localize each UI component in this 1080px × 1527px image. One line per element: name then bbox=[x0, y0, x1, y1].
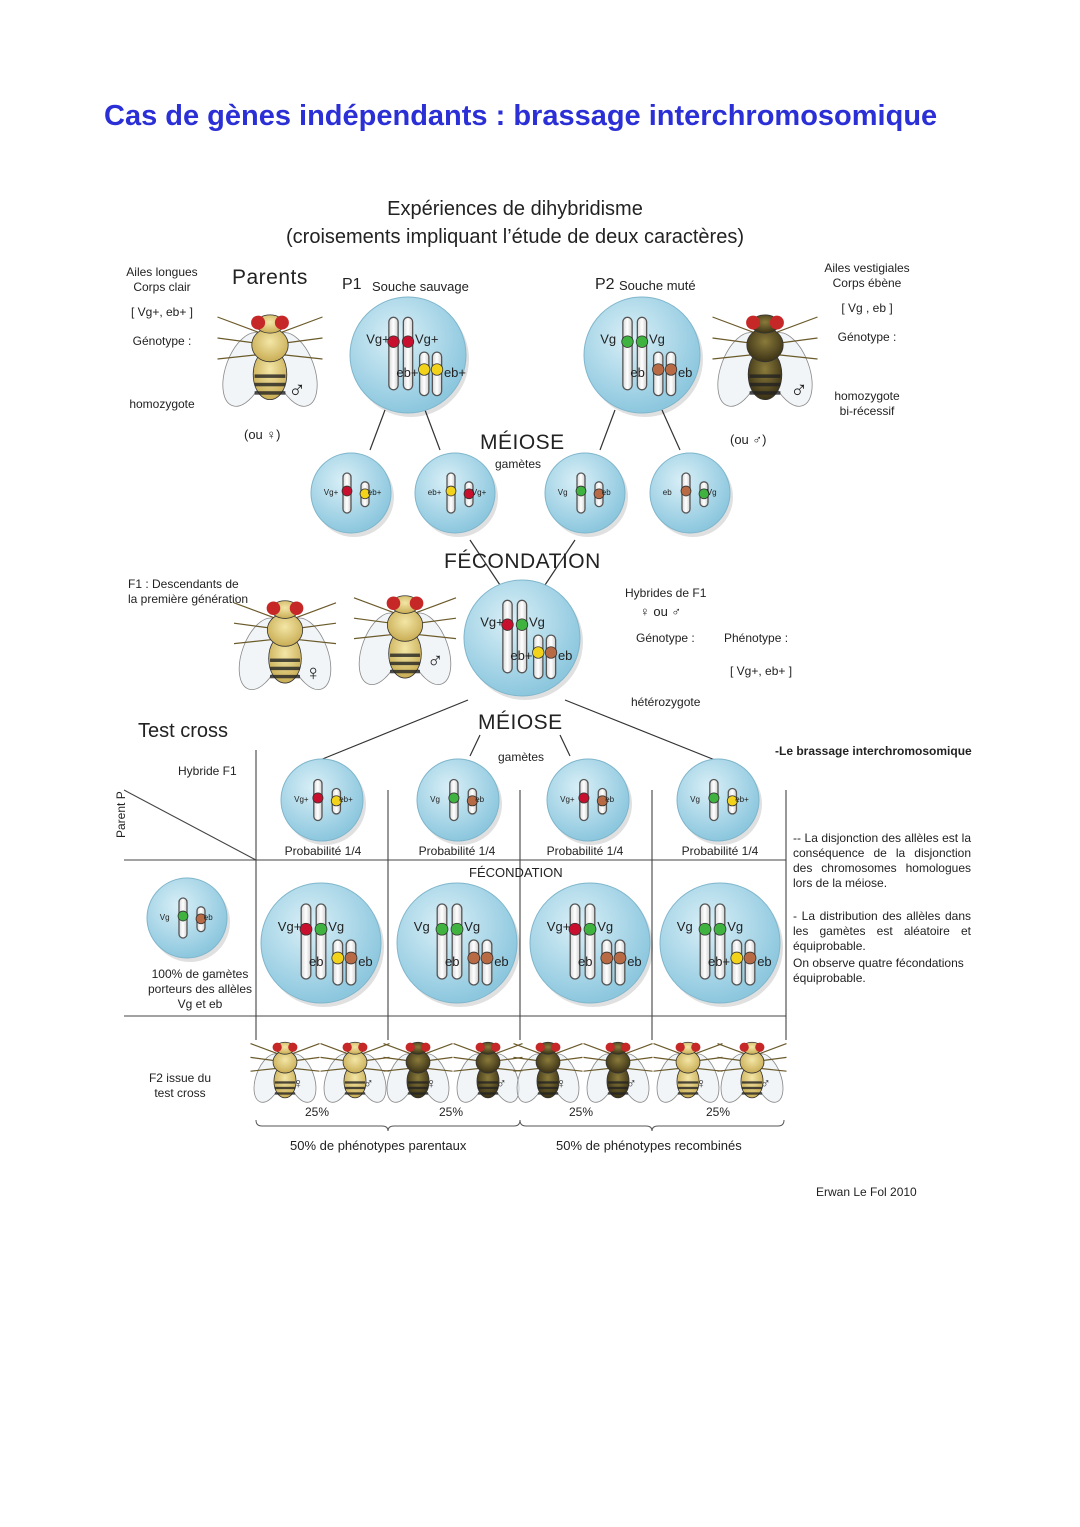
abdomen-stripe bbox=[255, 391, 286, 395]
allele-label: eb bbox=[677, 365, 693, 381]
allele-label: Vg bbox=[528, 614, 545, 630]
abdomen-stripe bbox=[478, 1092, 498, 1094]
allele-locus bbox=[614, 952, 626, 964]
eye bbox=[251, 316, 265, 330]
abdomen-stripe bbox=[275, 1092, 295, 1094]
allele-label: eb bbox=[358, 953, 373, 969]
allele-locus bbox=[545, 647, 557, 659]
allele-label: eb+ bbox=[427, 488, 442, 497]
parental-label: 50% de phénotypes parentaux bbox=[290, 1138, 467, 1153]
allele-locus bbox=[584, 923, 596, 935]
allele-label: eb bbox=[578, 953, 593, 969]
allele-label: Vg+ bbox=[546, 919, 571, 934]
allele-label: eb bbox=[309, 953, 324, 969]
eye bbox=[288, 1043, 297, 1052]
abdomen-stripe bbox=[390, 662, 420, 665]
right-genotype-label: Génotype : bbox=[837, 330, 897, 344]
eye bbox=[476, 1043, 485, 1052]
side-note-p2: - La distribution des allèles dans les gamètes est aléatoire et équiprobable. bbox=[793, 909, 971, 953]
allele-label: Vg bbox=[690, 795, 700, 805]
probability-2: Probabilité 1/4 bbox=[418, 844, 496, 858]
abdomen-stripe bbox=[750, 383, 781, 387]
allele-locus bbox=[652, 364, 664, 376]
side-note-p3: On observe quatre fécondations équiprobable. bbox=[793, 956, 964, 985]
credit: Erwan Le Fol 2010 bbox=[816, 1185, 917, 1199]
parent-1-cell bbox=[350, 297, 469, 417]
right-body-trait: Corps ébène bbox=[832, 276, 902, 290]
abdomen-stripe bbox=[390, 670, 420, 673]
f2-fly-1 bbox=[248, 1042, 322, 1106]
p1-label: P1 bbox=[342, 276, 362, 293]
eye bbox=[410, 596, 424, 610]
allele-locus bbox=[446, 486, 456, 496]
allele-label: eb bbox=[601, 488, 611, 497]
side-note-heading: -Le brassage interchromosomique bbox=[775, 744, 972, 758]
allele-locus bbox=[402, 336, 414, 348]
gamete-desc-1: 100% de gamètes bbox=[151, 967, 249, 981]
male-symbol: ♂ bbox=[790, 377, 808, 404]
eye bbox=[755, 1043, 764, 1052]
allele-locus bbox=[532, 647, 544, 659]
eye bbox=[387, 596, 401, 610]
f2-fly-5 bbox=[511, 1042, 585, 1106]
f2-fly-4 bbox=[451, 1042, 525, 1106]
allele-label: Vg bbox=[706, 488, 717, 497]
f2-label-2: test cross bbox=[154, 1086, 206, 1100]
abdomen-stripe bbox=[255, 374, 286, 378]
abdomen-stripe bbox=[345, 1092, 365, 1094]
allele-locus bbox=[681, 486, 691, 496]
gamete-p1-a bbox=[311, 453, 394, 537]
allele-label: Vg bbox=[676, 919, 693, 934]
subtitle-line-1: Expériences de dihybridisme bbox=[387, 198, 643, 220]
f2-cell-1 bbox=[261, 883, 384, 1007]
allele-label: eb bbox=[630, 365, 645, 381]
allele-locus bbox=[300, 923, 312, 935]
f1-desc-line-1: F1 : Descendants de bbox=[128, 577, 239, 591]
allele-locus bbox=[431, 364, 443, 376]
allele-locus bbox=[731, 952, 743, 964]
gametes-label-1: gamètes bbox=[495, 457, 542, 471]
probability-1: Probabilité 1/4 bbox=[284, 844, 362, 858]
percent-braces bbox=[256, 1120, 784, 1131]
female-symbol: ♀ bbox=[305, 660, 322, 685]
allele-label: eb bbox=[445, 953, 460, 969]
gamete-desc-2: porteurs des allèles bbox=[147, 982, 253, 996]
left-alt-sex: (ou ♀) bbox=[244, 427, 281, 442]
parent-p-label: Parent P bbox=[114, 791, 128, 838]
abdomen-stripe bbox=[750, 374, 781, 378]
allele-locus bbox=[449, 793, 459, 803]
abdomen-stripe bbox=[678, 1092, 698, 1094]
right-homozygote: homozygote bbox=[834, 389, 900, 403]
left-wing-trait: Ailes longues bbox=[126, 265, 198, 279]
p1-name: Souche sauvage bbox=[372, 279, 469, 294]
allele-locus bbox=[665, 364, 677, 376]
allele-locus bbox=[709, 793, 719, 803]
eye bbox=[275, 316, 289, 330]
abdomen-stripe bbox=[742, 1092, 762, 1094]
side-note-p1: -- La disjonction des allèles est la conséquence de la disjonction des chromosomes homologues lors de la méiose. bbox=[793, 831, 971, 890]
hybride-f1-label: Hybride F1 bbox=[178, 764, 237, 778]
eye bbox=[421, 1043, 430, 1052]
allele-locus bbox=[699, 923, 711, 935]
right-alt-sex: (ou ♂) bbox=[730, 432, 767, 447]
gamete-f1-4 bbox=[677, 759, 762, 845]
f1-phenotype-label: Phénotype : bbox=[724, 631, 789, 645]
allele-label: eb+ bbox=[396, 365, 419, 381]
parent-2-cell bbox=[584, 297, 703, 417]
f2-label-1: F2 issue du bbox=[148, 1071, 212, 1085]
abdomen-stripe bbox=[750, 391, 781, 395]
eye bbox=[551, 1043, 560, 1052]
abdomen-stripe bbox=[390, 654, 420, 657]
allele-locus bbox=[481, 952, 493, 964]
f2-fly-2 bbox=[318, 1042, 392, 1106]
eye bbox=[606, 1043, 615, 1052]
allele-label: eb bbox=[494, 953, 509, 969]
right-phenotype: [ Vg , eb ] bbox=[841, 301, 893, 315]
allele-label: Vg+ bbox=[294, 795, 309, 805]
allele-label: Vg+ bbox=[414, 331, 439, 347]
allele-locus bbox=[468, 952, 480, 964]
female-symbol: ♀ bbox=[426, 1075, 437, 1091]
allele-locus bbox=[315, 923, 327, 935]
eye bbox=[406, 1043, 415, 1052]
probability-4: Probabilité 1/4 bbox=[681, 844, 759, 858]
allele-locus bbox=[569, 923, 581, 935]
allele-locus bbox=[313, 793, 323, 803]
female-symbol: ♀ bbox=[696, 1075, 707, 1091]
p2-name: Souche muté bbox=[619, 278, 696, 293]
allele-label: eb+ bbox=[510, 648, 533, 664]
f1-cell bbox=[464, 580, 583, 700]
eye bbox=[273, 1043, 282, 1052]
allele-label: Vg+ bbox=[471, 488, 487, 497]
gamete-parent-p bbox=[147, 878, 230, 962]
f1-genotype-label: Génotype : bbox=[636, 631, 695, 645]
left-homozygote: homozygote bbox=[129, 397, 195, 411]
gamete-p2-b bbox=[650, 453, 733, 537]
allele-label: eb bbox=[662, 488, 672, 497]
f1-desc-line-2: la première génération bbox=[128, 592, 249, 606]
meiose-label-1: MÉIOSE bbox=[480, 431, 565, 454]
right-birecessif: bi-récessif bbox=[839, 404, 895, 418]
right-wing-trait: Ailes vestigiales bbox=[824, 261, 910, 275]
page-title: Cas de gènes indépendants : brassage interchromosomique bbox=[104, 100, 938, 132]
allele-label: Vg+ bbox=[480, 614, 504, 630]
eye bbox=[746, 316, 760, 330]
p2-label: P2 bbox=[595, 276, 615, 293]
allele-label: eb bbox=[557, 648, 573, 664]
allele-label: Vg+ bbox=[366, 331, 390, 347]
gamete-f1-3 bbox=[547, 759, 632, 845]
allele-locus bbox=[178, 911, 188, 921]
f2-fly-7 bbox=[651, 1042, 725, 1106]
allele-locus bbox=[579, 793, 589, 803]
f2-cell-3 bbox=[530, 883, 653, 1007]
allele-locus bbox=[714, 923, 726, 935]
f2-fly-8 bbox=[715, 1042, 789, 1106]
allele-label: Vg bbox=[557, 488, 568, 497]
fecondation-label-1: FÉCONDATION bbox=[444, 550, 601, 573]
allele-locus bbox=[345, 952, 357, 964]
allele-label: eb bbox=[627, 953, 642, 969]
left-genotype-label: Génotype : bbox=[132, 334, 192, 348]
allele-label: Vg bbox=[597, 919, 614, 934]
allele-locus bbox=[451, 923, 463, 935]
f1-male-fly bbox=[351, 596, 460, 691]
abdomen-stripe bbox=[270, 659, 300, 662]
abdomen-stripe bbox=[270, 675, 300, 678]
male-symbol: ♂ bbox=[496, 1075, 507, 1091]
allele-label: eb bbox=[605, 795, 615, 805]
female-symbol: ♀ bbox=[293, 1075, 304, 1091]
allele-locus bbox=[601, 952, 613, 964]
recombined-label: 50% de phénotypes recombinés bbox=[556, 1138, 742, 1153]
allele-label: Vg bbox=[648, 331, 665, 347]
male-symbol: ♂ bbox=[363, 1075, 374, 1091]
abdomen-stripe bbox=[408, 1092, 428, 1094]
male-symbol: ♂ bbox=[288, 377, 306, 404]
gamete-p2-a bbox=[545, 453, 628, 537]
allele-label: eb+ bbox=[367, 488, 382, 497]
allele-locus bbox=[516, 619, 528, 631]
allele-label: eb bbox=[757, 953, 772, 969]
eye bbox=[290, 601, 304, 615]
eye bbox=[491, 1043, 500, 1052]
abdomen-stripe bbox=[255, 383, 286, 387]
abdomen-stripe bbox=[270, 667, 300, 670]
allele-locus bbox=[418, 364, 430, 376]
gamete-f1-2 bbox=[417, 759, 502, 845]
allele-label: Vg+ bbox=[323, 488, 339, 497]
eye bbox=[343, 1043, 352, 1052]
allele-locus bbox=[436, 923, 448, 935]
gamete-f1-1 bbox=[281, 759, 366, 845]
f1-female-fly bbox=[231, 601, 340, 696]
eye bbox=[770, 316, 784, 330]
female-symbol: ♀ bbox=[556, 1075, 567, 1091]
f1-hybrides: Hybrides de F1 bbox=[625, 586, 707, 600]
allele-label: Vg bbox=[159, 913, 170, 922]
fecondation-label-2: FÉCONDATION bbox=[469, 865, 563, 880]
gametes-label-2: gamètes bbox=[498, 750, 545, 764]
allele-locus bbox=[622, 336, 634, 348]
allele-locus bbox=[576, 486, 586, 496]
percent-2: 25% bbox=[439, 1105, 464, 1119]
allele-label: eb+ bbox=[708, 953, 731, 969]
allele-label: Vg bbox=[328, 919, 345, 934]
allele-locus bbox=[332, 952, 344, 964]
male-symbol: ♂ bbox=[760, 1075, 771, 1091]
probability-3: Probabilité 1/4 bbox=[546, 844, 624, 858]
f1-sex: ♀ ou ♂ bbox=[640, 604, 682, 619]
subtitle-line-2: (croisements impliquant l’étude de deux caractères) bbox=[286, 226, 744, 248]
allele-locus bbox=[636, 336, 648, 348]
allele-label: Vg bbox=[600, 331, 617, 347]
allele-label: eb+ bbox=[735, 795, 749, 805]
gamete-p1-b bbox=[415, 453, 498, 537]
f1-heterozygote: hétérozygote bbox=[631, 695, 701, 709]
percent-3: 25% bbox=[569, 1105, 594, 1119]
eye bbox=[676, 1043, 685, 1052]
male-symbol: ♂ bbox=[427, 648, 444, 673]
eye bbox=[358, 1043, 367, 1052]
parent-1-fly bbox=[214, 315, 326, 412]
f2-cell-2 bbox=[397, 883, 520, 1007]
gamete-desc-3: Vg et eb bbox=[177, 997, 223, 1011]
f2-cell-4 bbox=[660, 883, 783, 1007]
allele-locus bbox=[744, 952, 756, 964]
abdomen-stripe bbox=[538, 1092, 558, 1094]
parents-heading: Parents bbox=[232, 266, 308, 289]
allele-label: eb bbox=[475, 795, 485, 805]
percent-1: 25% bbox=[305, 1105, 330, 1119]
male-symbol: ♂ bbox=[626, 1075, 637, 1091]
test-cross-heading: Test cross bbox=[138, 720, 229, 742]
allele-label: eb bbox=[203, 913, 213, 922]
eye bbox=[267, 601, 281, 615]
eye bbox=[691, 1043, 700, 1052]
allele-locus bbox=[342, 486, 352, 496]
f2-fly-6 bbox=[581, 1042, 655, 1106]
allele-label: Vg bbox=[727, 919, 744, 934]
allele-label: Vg bbox=[413, 919, 430, 934]
left-body-trait: Corps clair bbox=[133, 280, 191, 294]
allele-label: eb+ bbox=[443, 365, 467, 381]
allele-label: Vg+ bbox=[560, 795, 575, 805]
eye bbox=[536, 1043, 545, 1052]
percent-4: 25% bbox=[706, 1105, 731, 1119]
f2-fly-3 bbox=[381, 1042, 455, 1106]
eye bbox=[621, 1043, 630, 1052]
allele-label: Vg bbox=[464, 919, 481, 934]
left-phenotype: [ Vg+, eb+ ] bbox=[130, 305, 194, 319]
f1-phenotype: [ Vg+, eb+ ] bbox=[730, 664, 793, 678]
meiose-label-2: MÉIOSE bbox=[478, 711, 563, 734]
abdomen-stripe bbox=[608, 1092, 628, 1094]
allele-label: eb+ bbox=[339, 795, 353, 805]
allele-label: Vg bbox=[430, 795, 440, 805]
eye bbox=[740, 1043, 749, 1052]
allele-label: Vg+ bbox=[277, 919, 302, 934]
